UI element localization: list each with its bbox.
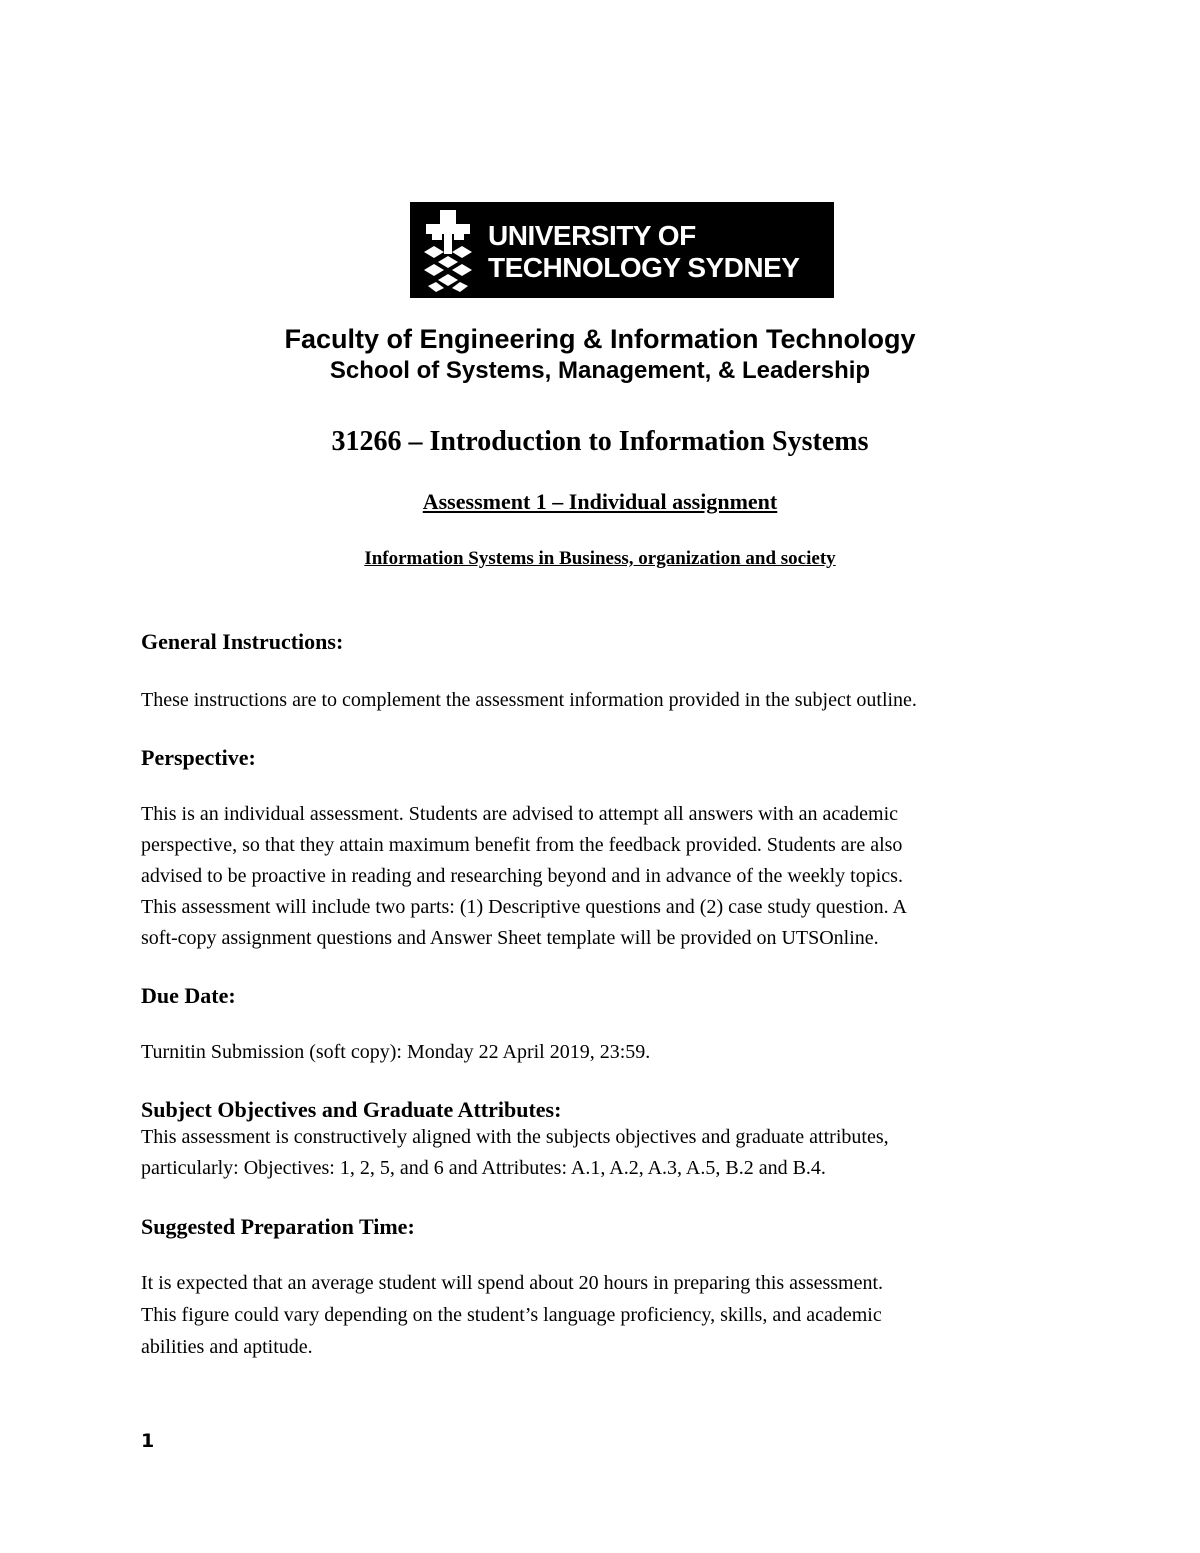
perspective-line: soft-copy assignment questions and Answer Sheet template will be provided on UTSOnline. [141, 927, 879, 949]
perspective-heading: Perspective: [141, 745, 256, 770]
logo-line-2: TECHNOLOGY SYDNEY [488, 252, 800, 283]
perspective-line: This is an individual assessment. Students are advised to attempt all answers with an academic [141, 803, 899, 825]
objectives-heading: Subject Objectives and Graduate Attributes: [141, 1097, 562, 1122]
due-date-heading: Due Date: [141, 983, 236, 1008]
objectives-line: particularly: Objectives: 1, 2, 5, and 6 and Attributes: A.1, A.2, A.3, A.5, B.2 and B.4. [141, 1157, 826, 1179]
preparation-line: This figure could vary depending on the student’s language proficiency, skills, and academic [141, 1304, 882, 1326]
general-instructions-text [141, 685, 1061, 716]
objectives-line: This assessment is constructively aligned with the subjects objectives and graduate attributes, [141, 1126, 889, 1148]
due-date-line: Turnitin Submission (soft copy): Monday 22 April 2019, 23:59. [141, 1041, 651, 1063]
perspective-line: advised to be proactive in reading and researching beyond and in advance of the weekly topics. [141, 865, 903, 887]
logo-line-1: UNIVERSITY OF [488, 220, 696, 251]
objectives-text [141, 1122, 1061, 1184]
page-number: 1 [141, 1430, 155, 1452]
perspective-text [141, 799, 1061, 954]
preparation-heading: Suggested Preparation Time: [141, 1214, 415, 1239]
assessment-subtitle: Information Systems in Business, organization and society [364, 548, 836, 569]
uts-logo [410, 202, 834, 298]
preparation-line: It is expected that an average student will spend about 20 hours in preparing this assessment. [141, 1272, 884, 1294]
general-instructions-heading: General Instructions: [141, 629, 344, 654]
due-date-text [141, 1037, 1061, 1068]
course-title: 31266 – Introduction to Information Systems [331, 426, 869, 457]
faculty-title: Faculty of Engineering & Information Technology [284, 324, 916, 354]
perspective-line: perspective, so that they attain maximum benefit from the feedback provided. Students are also [141, 834, 903, 856]
preparation-text [141, 1267, 1061, 1363]
perspective-line: This assessment will include two parts: (1) Descriptive questions and (2) case study question. A [141, 896, 907, 918]
assessment-title: Assessment 1 – Individual assignment [422, 489, 778, 514]
school-title: School of Systems, Management, & Leadership [329, 357, 871, 384]
logo-wordmark [488, 220, 799, 284]
preparation-line: abilities and aptitude. [141, 1336, 313, 1358]
uts-emblem-icon [418, 206, 478, 296]
general-instructions-line: These instructions are to complement the assessment information provided in the subject outline. [141, 689, 917, 711]
